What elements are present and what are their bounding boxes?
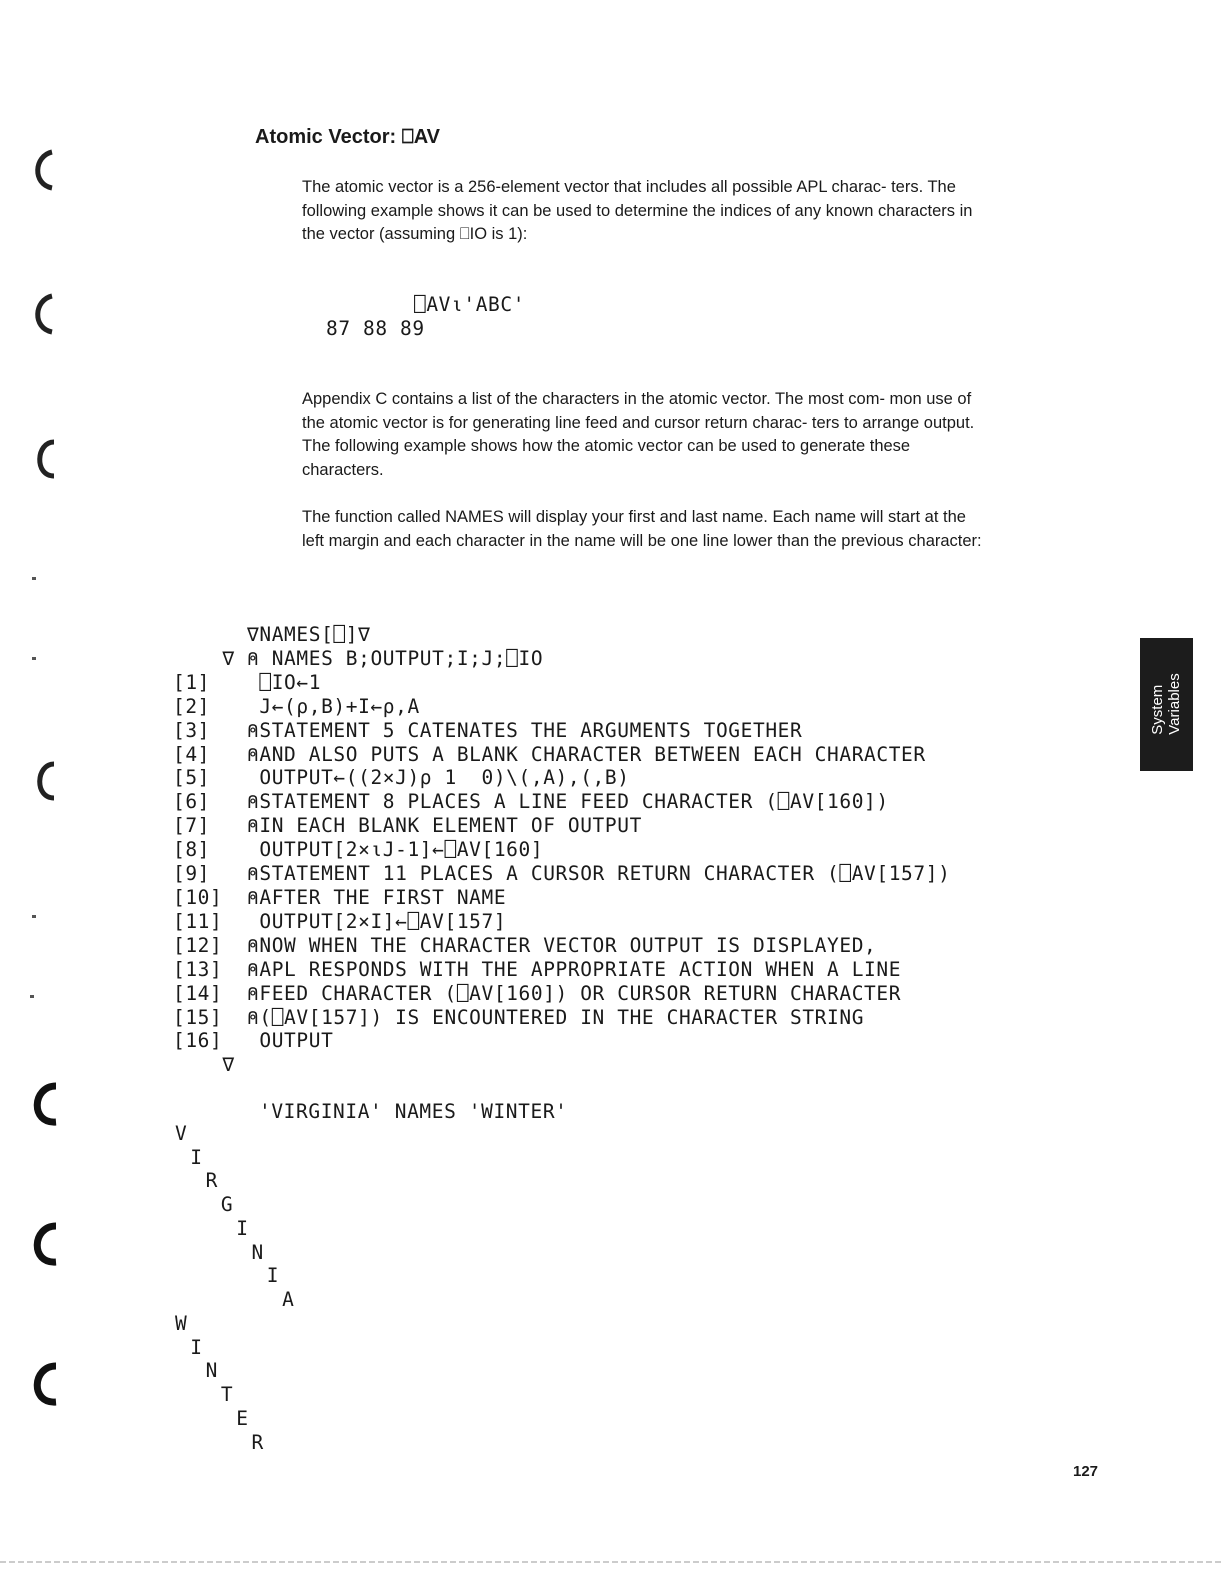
output-character: E <box>236 1406 248 1430</box>
output-character: W <box>175 1312 187 1335</box>
example-atomic-index <box>326 293 525 341</box>
binding-hole-mark <box>22 758 66 802</box>
listing-line: [16] OUTPUT <box>173 1029 334 1053</box>
binding-hole-mark <box>22 1082 66 1126</box>
binding-hole-mark <box>22 292 66 336</box>
listing-line: [12] ⍝NOW WHEN THE CHARACTER VECTOR OUTPUT IS DISPLAYED, <box>173 933 877 957</box>
output-character: N <box>205 1359 218 1383</box>
output-character: I <box>266 1264 279 1288</box>
output-character: A <box>282 1287 294 1311</box>
margin-tick <box>32 915 36 918</box>
listing-line: [8] OUTPUT[2×⍳J-1]←⎕AV[160] <box>173 838 544 862</box>
listing-line: [9] ⍝STATEMENT 11 PLACES A CURSOR RETURN CHARACTER (⎕AV[157]) <box>173 862 951 886</box>
page-number: 127 <box>1073 1463 1099 1480</box>
output-character: G <box>220 1193 233 1217</box>
listing-line: ∇ ⍝ NAMES B;OUTPUT;I;J;⎕IO <box>173 646 544 670</box>
listing-line: [7] ⍝IN EACH BLANK ELEMENT OF OUTPUT <box>173 814 642 838</box>
output-character: R <box>251 1430 264 1454</box>
example-output: 87 88 89 <box>326 317 425 340</box>
page-edge-rule <box>0 1561 1224 1563</box>
listing-line: [1] ⎕IO←1 <box>173 670 322 694</box>
appendix-paragraph: Appendix C contains a list of the characters in the atomic vector. The most com- mon use of the atomic vector is for generating line feed and cursor return charac- ters to arrange output. The following example shows how the atomic vector can be used to generate these characters. <box>302 390 975 479</box>
listing-line: [6] ⍝STATEMENT 8 PLACES A LINE FEED CHARACTER (⎕AV[160]) <box>173 790 889 814</box>
names-call-input: 'VIRGINIA' NAMES 'WINTER' <box>259 1100 568 1123</box>
margin-tick <box>32 577 36 580</box>
binding-hole-mark <box>22 1362 66 1406</box>
output-character: I <box>190 1145 203 1169</box>
listing-line: [5] OUTPUT←((2×J)⍴ 1 0)\(,A),(,B) <box>173 766 630 790</box>
side-tab-line-1: System <box>1149 684 1166 735</box>
names-function-paragraph: The function called NAMES will display your first and last name. Each name will start at the left margin and each character in the name will be one line lower than the previous character: <box>302 508 982 550</box>
listing-line: [13] ⍝APL RESPONDS WITH THE APPROPRIATE ACTION WHEN A LINE <box>173 957 902 981</box>
binding-hole-mark <box>22 436 66 480</box>
listing-line: [14] ⍝FEED CHARACTER (⎕AV[160]) OR CURSOR RETURN CHARACTER <box>173 981 902 1005</box>
margin-tick <box>30 995 34 998</box>
intro-paragraph: The atomic vector is a 256-element vector that includes all possible APL charac- ters. The following example shows it can be used to determine the indices of any known characters in the vector (assuming ⎕IO is 1): <box>302 178 973 244</box>
output-character: V <box>175 1122 187 1145</box>
output-character: T <box>220 1383 233 1407</box>
output-character: N <box>251 1240 264 1264</box>
section-side-tab <box>1140 638 1193 771</box>
listing-line: [4] ⍝AND ALSO PUTS A BLANK CHARACTER BETWEEN EACH CHARACTER <box>173 742 926 766</box>
listing-line: [11] OUTPUT[2×I]←⎕AV[157] <box>173 909 507 933</box>
output-character: I <box>236 1216 248 1240</box>
binding-hole-mark <box>22 1222 66 1266</box>
listing-line: [15] ⍝(⎕AV[157]) IS ENCOUNTERED IN THE CHARACTER STRING <box>173 1005 865 1029</box>
side-tab-line-2: Variables <box>1166 673 1183 735</box>
listing-line: [10] ⍝AFTER THE FIRST NAME <box>173 885 507 909</box>
listing-line: ∇NAMES[⎕]∇ <box>173 623 371 646</box>
section-title: Atomic Vector: ⎕AV <box>255 126 440 148</box>
example-input: ⎕AV⍳'ABC' <box>414 293 526 316</box>
margin-tick <box>32 657 36 660</box>
binding-hole-mark <box>22 148 66 192</box>
listing-line: ∇ <box>173 1053 235 1077</box>
function-listing <box>173 623 950 1077</box>
output-character: I <box>190 1335 203 1359</box>
listing-line: [2] J←(⍴,B)+I←⍴,A <box>173 694 420 718</box>
output-character: R <box>205 1169 218 1193</box>
listing-line: [3] ⍝STATEMENT 5 CATENATES THE ARGUMENTS TOGETHER <box>173 718 803 742</box>
